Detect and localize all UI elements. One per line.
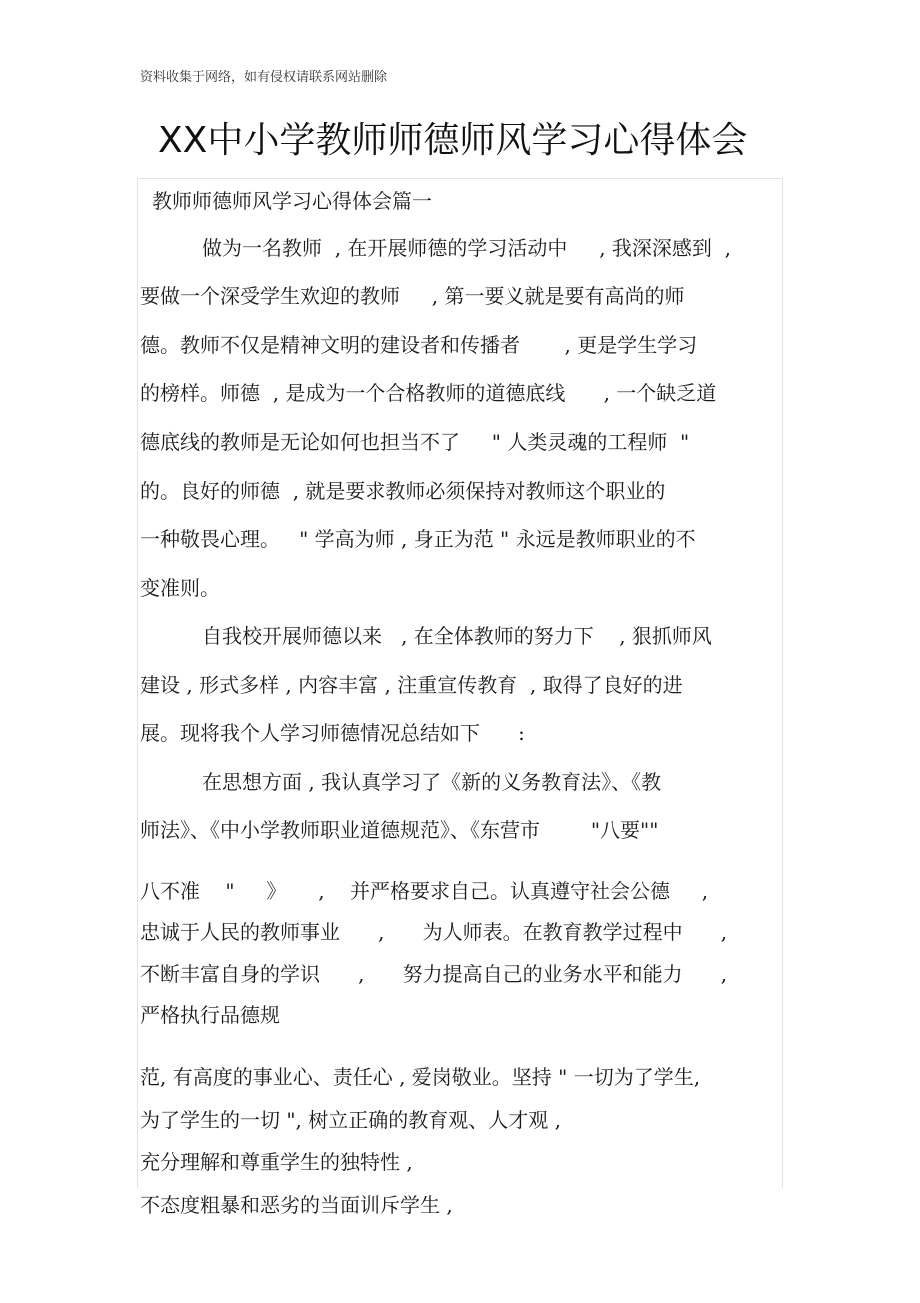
paragraph-line: 在思想方面 , 我认真学习了《新的义务教育法》、《教 <box>202 770 662 794</box>
paragraph-line: 八不准 " 》 , 并严格要求自己。认真遵守社会公德 , <box>140 879 709 903</box>
paragraph-line: 建设 , 形式多样 , 内容丰富 , 注重宣传教育 , 取得了良好的进 <box>140 673 683 697</box>
paragraph-line: 的。良好的师德 , 就是要求教师必须保持对教师这个职业的 <box>140 479 666 503</box>
paragraph-line: 不断丰富自身的学识 , 努力提高自己的业务水平和能力 , <box>140 962 728 986</box>
paragraph-line: 充分理解和尊重学生的独特性 , <box>140 1150 413 1174</box>
document-title: XX中小学教师师德师风学习心得体会 <box>158 120 748 161</box>
paragraph-line: 自我校开展师德以来 , 在全体教师的努力下 , 狠抓师风 <box>202 624 712 648</box>
paragraph-line: 严格执行品德规 <box>140 1003 280 1027</box>
paragraph-line: 不态度粗暴和恶劣的当面训斥学生 , <box>140 1193 453 1217</box>
paragraph-line: 的榜样。师德 , 是成为一个合格教师的道德底线 , 一个缺乏道 <box>140 381 717 405</box>
paragraph-line: 要做一个深受学生欢迎的教师 , 第一要义就是要有高尚的师 <box>140 284 685 308</box>
paragraph-line: 范, 有高度的事业心、责任心 , 爱岗敬业。坚持 " 一切为了学生, <box>140 1065 701 1089</box>
paragraph-line: 一种敬畏心理。 " 学高为师 , 身正为范 " 永远是教师职业的不 <box>140 527 696 551</box>
paragraph-line: 德。教师不仅是精神文明的建设者和传播者 , 更是学生学习 <box>140 333 698 357</box>
paragraph-line: 做为一名教师 , 在开展师德的学习活动中 , 我深深感到 , <box>202 236 732 260</box>
paragraph-line: 为了学生的一切 ", 树立正确的教育观、人才观 , <box>140 1108 561 1132</box>
paragraph-line: 师法》、《中小学教师职业道德规范》、《东营市 "八要"" <box>140 818 659 842</box>
paragraph-line: 变准则。 <box>140 576 220 600</box>
paragraph-line: 展。现将我个人学习师德情况总结如下 : <box>140 721 525 745</box>
header-note: 资料收集于网络，如有侵权请联系网站删除 <box>140 70 388 85</box>
paragraph-line: 德底线的教师是无论如何也担当不了 " 人类灵魂的工程师 " <box>140 430 690 454</box>
section-heading: 教师师德师风学习心得体会篇一 <box>152 189 432 213</box>
paragraph-line: 忠诚于人民的教师事业 , 为人师表。在教育教学过程中 , <box>140 920 728 944</box>
